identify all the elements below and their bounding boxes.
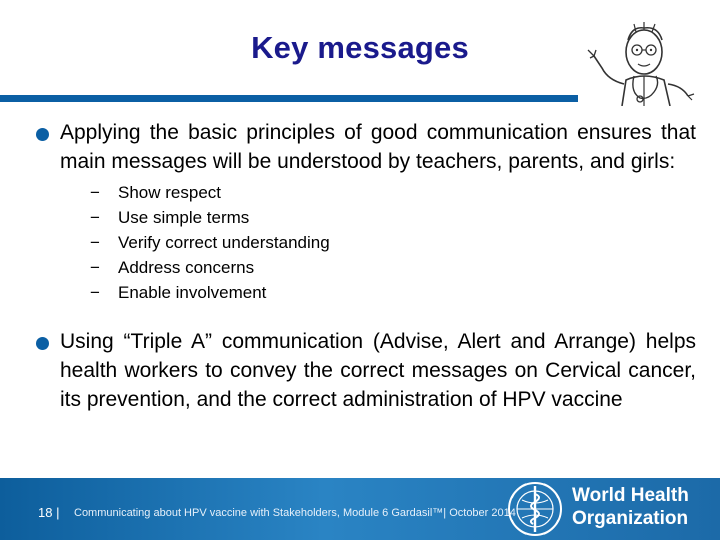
title-underline xyxy=(0,95,590,102)
sub-item-text: Show respect xyxy=(118,183,221,202)
bullet-item xyxy=(36,118,696,305)
sub-item xyxy=(90,280,696,305)
bullet-text: Using “Triple A” communication (Advise, Alert and Arrange) helps health workers to convey the correct messages on Cervical cancer, its prevention, and the correct administration of HPV vaccine xyxy=(60,330,696,411)
dash-marker: − xyxy=(90,233,100,252)
sub-item xyxy=(90,180,696,205)
sub-item xyxy=(90,230,696,255)
dash-marker: − xyxy=(90,183,100,202)
dash-marker: − xyxy=(90,258,100,277)
sub-item xyxy=(90,255,696,280)
who-wordmark-line1: World Health xyxy=(572,485,689,506)
sub-item xyxy=(90,205,696,230)
dash-marker: − xyxy=(90,208,100,227)
sub-item-text: Address concerns xyxy=(118,258,255,277)
bullet-item xyxy=(36,327,696,414)
who-wordmark xyxy=(572,484,712,530)
sub-item-text: Verify correct understanding xyxy=(118,233,330,252)
sub-list xyxy=(60,180,696,305)
slide-title: Key messages xyxy=(251,30,469,65)
bullet-list xyxy=(36,118,696,414)
sub-item-text: Use simple terms xyxy=(118,208,250,227)
page-number: 18 | xyxy=(38,505,60,520)
who-wordmark-line2: Organization xyxy=(572,508,689,529)
disc-bullet-icon xyxy=(36,337,49,350)
disc-bullet-icon xyxy=(36,128,49,141)
footer-bar xyxy=(0,478,720,540)
footer-text: Communicating about HPV vaccine with Stakeholders, Module 6 Gardasil™| October 2014 xyxy=(74,507,516,519)
bullet-text: Applying the basic principles of good communication ensures that main messages will be understood by teachers, parents, and girls: xyxy=(60,121,696,173)
who-emblem-icon xyxy=(506,480,564,538)
sub-item-text: Enable involvement xyxy=(118,283,267,302)
dash-marker: − xyxy=(90,283,100,302)
doctor-cartoon-icon xyxy=(578,10,716,106)
